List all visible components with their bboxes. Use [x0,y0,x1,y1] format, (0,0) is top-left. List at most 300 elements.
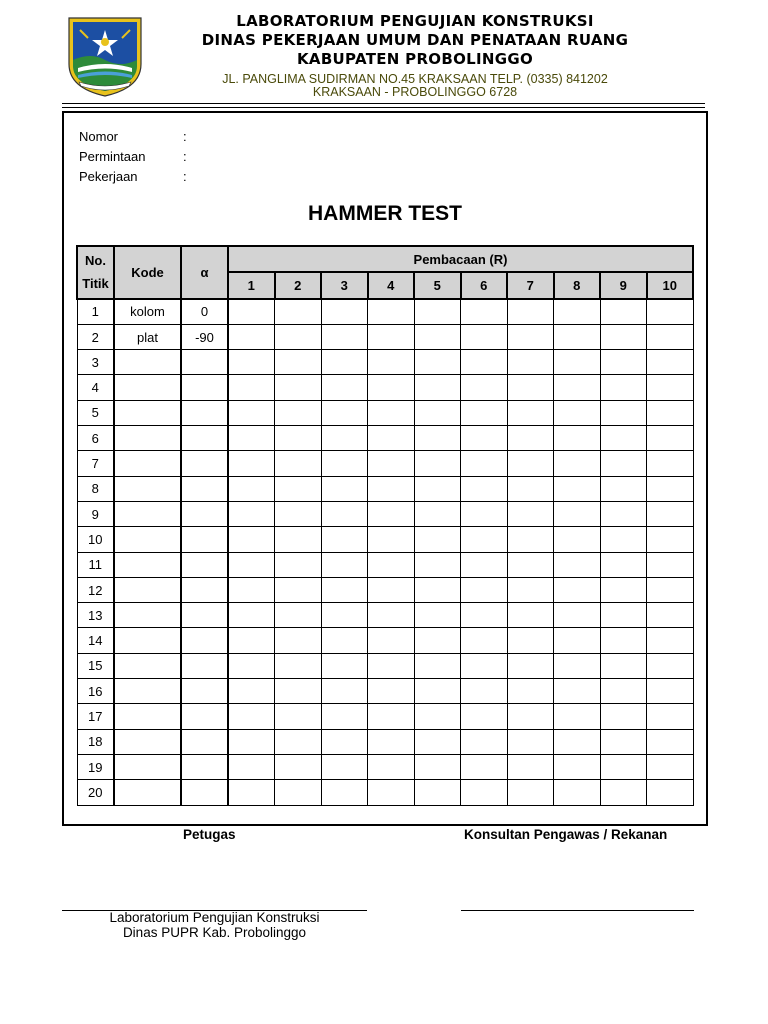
cell-reading[interactable] [275,501,322,526]
hammer-test-table [76,245,694,806]
cell-alpha[interactable] [181,729,228,754]
cell-reading[interactable] [368,350,415,375]
table-row [77,426,693,451]
address-line-2: KRAKSAAN - PROBOLINGGO 6728 [312,85,518,99]
column-header-reading: 2 [275,272,322,298]
cell-no-titik: 5 [77,400,114,425]
cell-no-titik: 9 [77,501,114,526]
info-row-pekerjaan [79,169,187,185]
cell-reading[interactable] [507,324,554,349]
info-label-permintaan: Permintaan [79,149,146,164]
cell-reading[interactable] [228,679,275,704]
cell-reading[interactable] [228,754,275,779]
cell-reading[interactable] [461,552,508,577]
cell-reading[interactable] [321,754,368,779]
cell-no-titik: 7 [77,451,114,476]
table-row [77,780,693,805]
cell-reading[interactable] [321,299,368,325]
cell-reading[interactable] [228,476,275,501]
cell-reading[interactable] [647,375,694,400]
cell-reading[interactable] [368,527,415,552]
cell-reading[interactable] [461,501,508,526]
cell-reading[interactable] [600,729,647,754]
column-header-reading: 10 [647,272,694,298]
cell-reading[interactable] [321,400,368,425]
table-body [77,299,693,805]
column-header-reading: 3 [321,272,368,298]
title-line-2: DINAS PEKERJAAN UMUM DAN PENATAAN RUANG [201,31,629,49]
cell-reading[interactable] [321,476,368,501]
cell-reading[interactable] [228,299,275,325]
cell-alpha[interactable] [181,704,228,729]
cell-reading[interactable] [507,527,554,552]
cell-kode[interactable] [114,350,181,375]
cell-reading[interactable] [414,350,461,375]
table-row [77,628,693,653]
cell-reading[interactable] [414,552,461,577]
cell-alpha[interactable]: 0 [181,299,228,325]
cell-reading[interactable] [507,451,554,476]
info-row-nomor [79,129,187,145]
cell-reading[interactable] [275,324,322,349]
cell-reading[interactable] [321,679,368,704]
cell-reading[interactable] [321,451,368,476]
cell-reading[interactable] [321,729,368,754]
cell-no-titik: 1 [77,299,114,325]
cell-reading[interactable] [275,451,322,476]
cell-reading[interactable] [368,476,415,501]
cell-reading[interactable] [414,527,461,552]
cell-reading[interactable] [275,400,322,425]
cell-reading[interactable] [275,628,322,653]
cell-reading[interactable] [600,350,647,375]
cell-reading[interactable] [461,729,508,754]
cell-reading[interactable] [600,299,647,325]
cell-kode[interactable] [114,780,181,805]
cell-reading[interactable] [368,704,415,729]
cell-reading[interactable] [600,603,647,628]
cell-no-titik: 8 [77,476,114,501]
signatory-line-1: Laboratorium Pengujian Konstruksi [109,910,320,925]
cell-kode[interactable] [114,400,181,425]
cell-reading[interactable] [228,577,275,602]
cell-reading[interactable] [647,552,694,577]
cell-no-titik: 13 [77,603,114,628]
cell-reading[interactable] [507,679,554,704]
cell-reading[interactable] [414,653,461,678]
cell-alpha[interactable] [181,375,228,400]
table-row [77,729,693,754]
cell-reading[interactable] [600,426,647,451]
cell-reading[interactable] [321,603,368,628]
table-row [77,603,693,628]
cell-reading[interactable] [321,704,368,729]
cell-reading[interactable] [321,426,368,451]
cell-reading[interactable] [461,679,508,704]
cell-reading[interactable] [414,704,461,729]
cell-reading[interactable] [228,704,275,729]
cell-reading[interactable] [321,628,368,653]
title-line-3: KABUPATEN PROBOLINGGO [296,50,533,68]
cell-reading[interactable] [321,653,368,678]
cell-reading[interactable] [275,350,322,375]
cell-reading[interactable] [414,754,461,779]
cell-reading[interactable] [228,653,275,678]
cell-alpha[interactable] [181,754,228,779]
cell-reading[interactable] [368,780,415,805]
cell-reading[interactable] [600,501,647,526]
cell-reading[interactable] [554,324,601,349]
cell-reading[interactable] [647,628,694,653]
cell-reading[interactable] [647,754,694,779]
cell-reading[interactable] [461,324,508,349]
cell-alpha[interactable] [181,527,228,552]
cell-reading[interactable] [368,628,415,653]
cell-reading[interactable] [414,577,461,602]
cell-reading[interactable] [275,527,322,552]
cell-reading[interactable] [507,653,554,678]
cell-reading[interactable] [414,400,461,425]
cell-reading[interactable] [275,653,322,678]
cell-alpha[interactable] [181,679,228,704]
info-separator: : [183,129,187,144]
signature-label-konsultan: Konsultan Pengawas / Rekanan [464,827,668,842]
cell-reading[interactable] [507,628,554,653]
cell-kode[interactable] [114,476,181,501]
cell-reading[interactable] [507,780,554,805]
cell-reading[interactable] [507,350,554,375]
cell-alpha[interactable] [181,426,228,451]
cell-reading[interactable] [647,426,694,451]
cell-reading[interactable] [507,704,554,729]
cell-reading[interactable] [461,451,508,476]
cell-reading[interactable] [507,577,554,602]
cell-reading[interactable] [554,628,601,653]
column-header-reading: 1 [228,272,275,298]
cell-reading[interactable] [461,476,508,501]
column-header-reading: 8 [554,272,601,298]
cell-reading[interactable] [461,780,508,805]
cell-reading[interactable] [461,527,508,552]
cell-reading[interactable] [414,476,461,501]
cell-reading[interactable] [507,400,554,425]
cell-alpha[interactable] [181,552,228,577]
cell-reading[interactable] [321,375,368,400]
cell-reading[interactable] [275,603,322,628]
cell-reading[interactable] [647,780,694,805]
cell-reading[interactable] [414,679,461,704]
cell-reading[interactable] [554,679,601,704]
cell-alpha[interactable] [181,476,228,501]
cell-reading[interactable] [554,552,601,577]
cell-reading[interactable] [461,704,508,729]
cell-reading[interactable] [554,577,601,602]
cell-reading[interactable] [275,476,322,501]
cell-reading[interactable] [228,552,275,577]
cell-reading[interactable] [275,299,322,325]
cell-reading[interactable] [228,324,275,349]
cell-reading[interactable] [368,375,415,400]
cell-reading[interactable] [600,780,647,805]
cell-reading[interactable] [507,375,554,400]
signature-line-right [461,910,694,911]
cell-reading[interactable] [647,476,694,501]
cell-reading[interactable] [275,679,322,704]
cell-reading[interactable] [275,375,322,400]
cell-reading[interactable] [600,527,647,552]
cell-reading[interactable] [461,375,508,400]
cell-reading[interactable] [647,679,694,704]
cell-reading[interactable] [554,501,601,526]
cell-reading[interactable] [321,324,368,349]
cell-reading[interactable] [228,628,275,653]
signatory-line-2: Dinas PUPR Kab. Probolinggo [122,925,307,940]
table-row [77,552,693,577]
cell-alpha[interactable] [181,653,228,678]
cell-no-titik: 19 [77,754,114,779]
cell-reading[interactable] [275,754,322,779]
cell-kode[interactable] [114,527,181,552]
cell-reading[interactable] [368,451,415,476]
cell-no-titik: 17 [77,704,114,729]
cell-reading[interactable] [368,754,415,779]
cell-reading[interactable] [228,527,275,552]
cell-reading[interactable] [275,729,322,754]
cell-reading[interactable] [647,350,694,375]
column-header-reading: 5 [414,272,461,298]
title-line-1: LABORATORIUM PENGUJIAN KONSTRUKSI [236,12,594,30]
cell-reading[interactable] [554,729,601,754]
cell-kode[interactable] [114,754,181,779]
cell-reading[interactable] [554,476,601,501]
cell-kode[interactable] [114,704,181,729]
cell-reading[interactable] [554,299,601,325]
column-header-kode: Kode [114,246,181,299]
table-row [77,350,693,375]
cell-reading[interactable] [554,350,601,375]
cell-reading[interactable] [228,729,275,754]
info-separator: : [183,169,187,184]
cell-reading[interactable] [414,729,461,754]
cell-reading[interactable] [368,653,415,678]
cell-reading[interactable] [275,780,322,805]
cell-reading[interactable] [647,603,694,628]
cell-no-titik: 11 [77,552,114,577]
cell-alpha[interactable] [181,780,228,805]
cell-reading[interactable] [507,754,554,779]
cell-reading[interactable] [647,501,694,526]
cell-kode[interactable] [114,603,181,628]
cell-reading[interactable] [414,324,461,349]
cell-reading[interactable] [275,552,322,577]
cell-reading[interactable] [368,552,415,577]
cell-reading[interactable] [228,451,275,476]
cell-reading[interactable] [461,653,508,678]
cell-reading[interactable] [275,577,322,602]
cell-reading[interactable] [647,451,694,476]
cell-reading[interactable] [647,299,694,325]
cell-reading[interactable] [507,299,554,325]
cell-reading[interactable] [507,476,554,501]
cell-reading[interactable] [414,603,461,628]
cell-reading[interactable] [461,628,508,653]
cell-alpha[interactable] [181,350,228,375]
cell-reading[interactable] [554,704,601,729]
cell-reading[interactable] [647,400,694,425]
cell-alpha[interactable] [181,577,228,602]
cell-reading[interactable] [461,400,508,425]
cell-reading[interactable] [461,603,508,628]
cell-reading[interactable] [368,501,415,526]
cell-reading[interactable] [321,527,368,552]
cell-reading[interactable] [228,375,275,400]
cell-reading[interactable] [554,653,601,678]
cell-reading[interactable] [368,324,415,349]
cell-reading[interactable] [414,628,461,653]
cell-reading[interactable] [228,603,275,628]
cell-reading[interactable] [647,653,694,678]
cell-kode[interactable] [114,577,181,602]
cell-no-titik: 4 [77,375,114,400]
cell-reading[interactable] [600,653,647,678]
cell-kode[interactable]: plat [114,324,181,349]
cell-reading[interactable] [228,426,275,451]
cell-kode[interactable] [114,679,181,704]
cell-reading[interactable] [275,426,322,451]
cell-reading[interactable] [275,704,322,729]
cell-reading[interactable] [647,527,694,552]
cell-reading[interactable] [600,324,647,349]
cell-kode[interactable] [114,451,181,476]
cell-reading[interactable] [461,577,508,602]
cell-reading[interactable] [414,501,461,526]
table-row [77,501,693,526]
cell-kode[interactable] [114,729,181,754]
laboratory-title [150,12,680,69]
cell-reading[interactable] [414,451,461,476]
table-row [77,375,693,400]
cell-reading[interactable] [461,299,508,325]
cell-alpha[interactable] [181,501,228,526]
cell-kode[interactable]: kolom [114,299,181,325]
cell-reading[interactable] [554,400,601,425]
cell-kode[interactable] [114,501,181,526]
cell-reading[interactable] [228,400,275,425]
cell-kode[interactable] [114,628,181,653]
cell-reading[interactable] [368,577,415,602]
cell-reading[interactable] [321,577,368,602]
cell-reading[interactable] [600,552,647,577]
cell-reading[interactable] [368,603,415,628]
cell-no-titik: 18 [77,729,114,754]
cell-reading[interactable] [600,451,647,476]
column-header-alpha: α [181,246,228,299]
cell-reading[interactable] [647,324,694,349]
cell-reading[interactable] [554,375,601,400]
cell-kode[interactable] [114,375,181,400]
cell-alpha[interactable]: -90 [181,324,228,349]
cell-alpha[interactable] [181,451,228,476]
cell-reading[interactable] [507,552,554,577]
cell-reading[interactable] [600,476,647,501]
cell-reading[interactable] [414,299,461,325]
cell-reading[interactable] [600,754,647,779]
cell-reading[interactable] [461,754,508,779]
column-header-reading: 6 [461,272,508,298]
cell-reading[interactable] [507,426,554,451]
cell-reading[interactable] [321,350,368,375]
cell-kode[interactable] [114,426,181,451]
cell-reading[interactable] [368,729,415,754]
cell-reading[interactable] [321,780,368,805]
cell-reading[interactable] [600,628,647,653]
cell-no-titik: 15 [77,653,114,678]
cell-reading[interactable] [554,780,601,805]
signatory-institution [62,910,367,940]
cell-no-titik: 20 [77,780,114,805]
cell-reading[interactable] [461,426,508,451]
cell-alpha[interactable] [181,603,228,628]
table-row [77,704,693,729]
cell-reading[interactable] [554,603,601,628]
cell-reading[interactable] [414,375,461,400]
address-line-1: JL. PANGLIMA SUDIRMAN NO.45 KRAKSAAN TELP. (0335) 841202 [222,72,608,86]
cell-reading[interactable] [368,299,415,325]
cell-reading[interactable] [554,426,601,451]
cell-reading[interactable] [228,350,275,375]
cell-reading[interactable] [321,552,368,577]
cell-reading[interactable] [461,350,508,375]
cell-reading[interactable] [647,704,694,729]
cell-reading[interactable] [600,679,647,704]
cell-reading[interactable] [507,603,554,628]
header-divider-top [62,103,705,104]
cell-reading[interactable] [368,400,415,425]
cell-reading[interactable] [368,426,415,451]
table-row [77,299,693,325]
table-row [77,527,693,552]
cell-reading[interactable] [600,400,647,425]
cell-reading[interactable] [647,729,694,754]
cell-reading[interactable] [228,501,275,526]
cell-reading[interactable] [554,451,601,476]
cell-reading[interactable] [368,679,415,704]
cell-reading[interactable] [507,501,554,526]
cell-alpha[interactable] [181,400,228,425]
cell-reading[interactable] [228,780,275,805]
cell-kode[interactable] [114,653,181,678]
cell-no-titik: 14 [77,628,114,653]
cell-reading[interactable] [414,780,461,805]
cell-reading[interactable] [600,375,647,400]
cell-alpha[interactable] [181,628,228,653]
cell-reading[interactable] [554,527,601,552]
column-header-reading: 4 [368,272,415,298]
table-row [77,324,693,349]
cell-reading[interactable] [414,426,461,451]
cell-reading[interactable] [507,729,554,754]
cell-kode[interactable] [114,552,181,577]
cell-reading[interactable] [321,501,368,526]
info-label-nomor: Nomor [79,129,119,144]
header-divider-bottom [62,107,705,108]
cell-reading[interactable] [647,577,694,602]
cell-reading[interactable] [600,704,647,729]
table-row [77,400,693,425]
regency-emblem-logo [66,16,144,98]
cell-reading[interactable] [554,754,601,779]
cell-reading[interactable] [600,577,647,602]
